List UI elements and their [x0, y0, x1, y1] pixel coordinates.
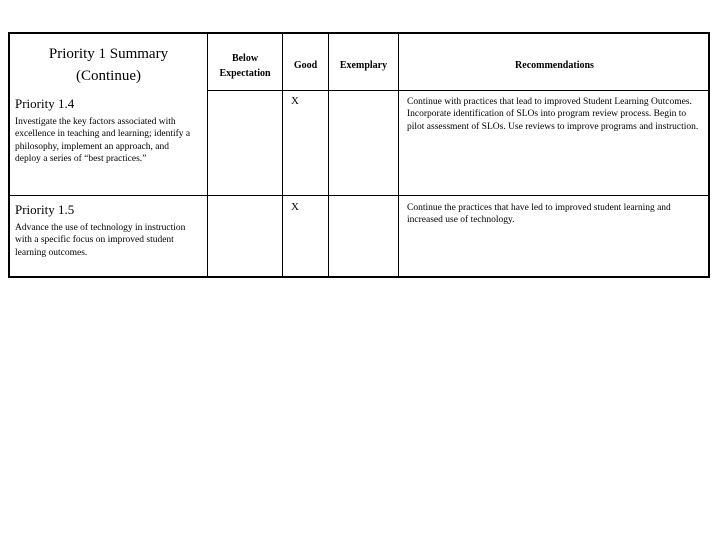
recommendation-text: Continue the practices that have led to improved student learning and increased use of technology. — [407, 203, 671, 226]
column-header-exemplary: Exemplary — [339, 60, 388, 71]
recommendation-text: Continue with practices that lead to improved Student Learning Outcomes. Incorporate identification of SLOs into program review process. Begin to pilot assessment of SLOs. Use reviews to improve programs and instruction. — [407, 97, 699, 132]
table-title — [10, 44, 207, 86]
priority-title: Priority 1.5 — [15, 202, 75, 217]
table-title-line2: (Continue) — [76, 68, 141, 84]
table-title-line1: Priority 1 Summary — [48, 46, 169, 62]
priority-title: Priority 1.4 — [15, 96, 75, 111]
priority-description: Advance the use of technology in instruction with a specific focus on improved student learning outcomes. — [15, 223, 186, 258]
column-header-good: Good — [293, 60, 318, 71]
priority-summary-table — [8, 32, 710, 278]
column-header-recommendations: Recommendations — [515, 60, 594, 71]
column-divider — [207, 34, 208, 276]
row-divider — [207, 90, 708, 91]
priority-description: Investigate the key factors associated with excellence in teaching and learning; identify a philosophy, implement an approach, and deploy a series of “best practices.” — [15, 117, 191, 164]
good-mark: X — [291, 201, 299, 213]
good-mark: X — [291, 95, 299, 107]
column-header-below-expectation: Below Expectation — [219, 53, 271, 79]
row-divider — [10, 195, 708, 196]
